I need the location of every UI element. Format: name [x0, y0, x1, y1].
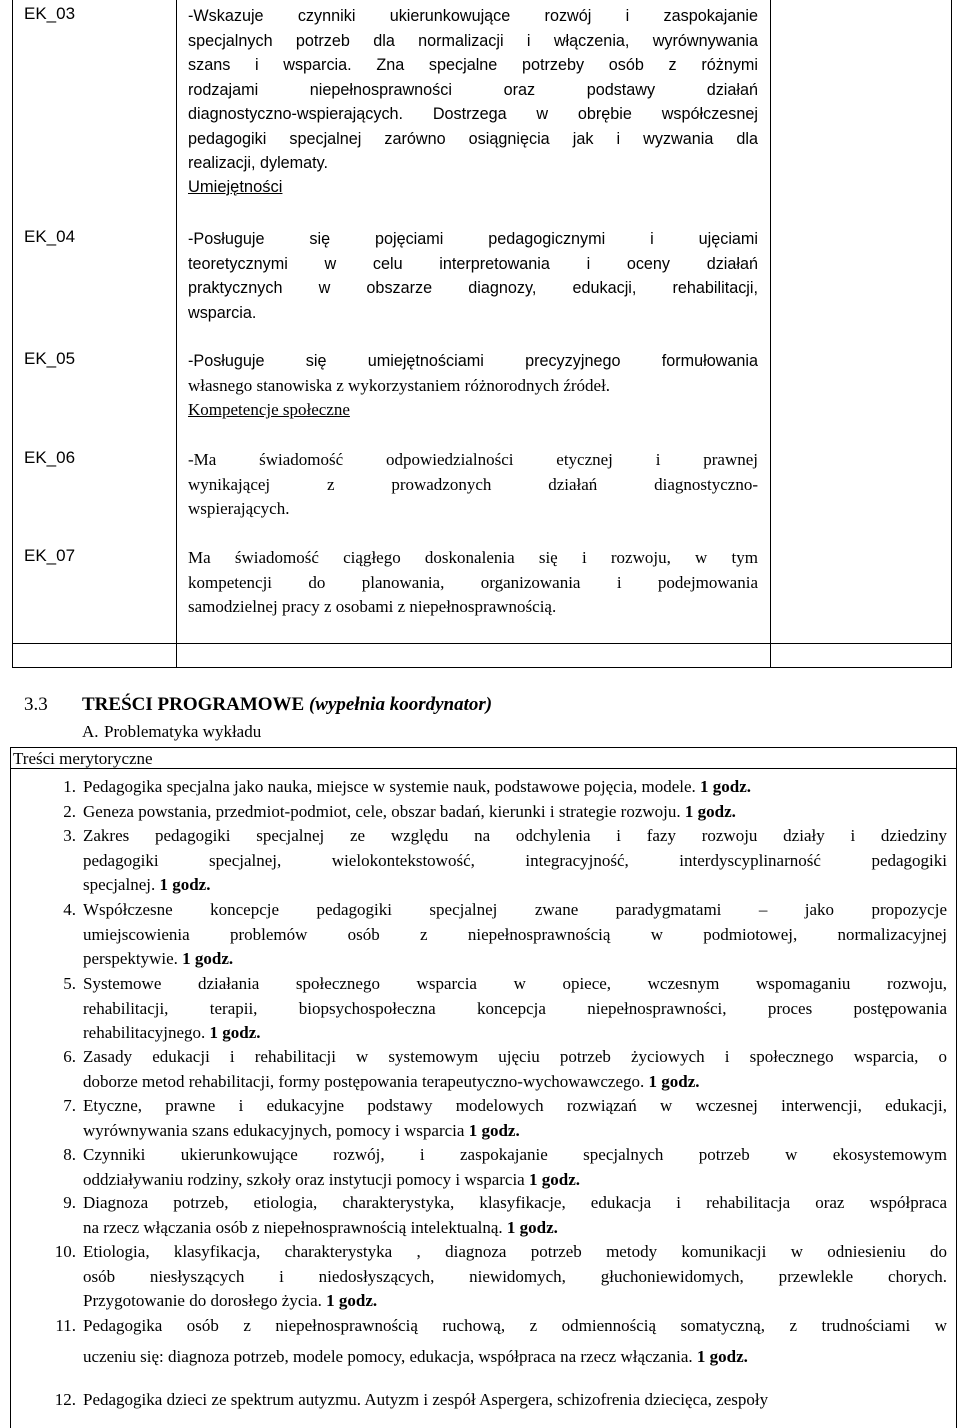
subsection-title: Problematyka wykładu	[104, 722, 262, 741]
list-item-hours: 1 godz.	[648, 1071, 700, 1091]
list-item-hours: 1 godz.	[182, 949, 234, 968]
table-row-divider	[12, 643, 952, 644]
list-item-text: rehabilitacji, terapii, biopsychospołeczna koncepcja niepełnosprawności, proces postępowania	[83, 998, 947, 1018]
outcome-text-ek03	[188, 4, 758, 176]
list-item-hours: 1 godz.	[468, 1120, 520, 1140]
list-item-text: doborze metod rehabilitacji, formy postępowania terapeutyczno-wychowawczego. 1 godz.	[83, 1071, 700, 1091]
list-item-text: Przygotowanie do dorosłego życia. 1 godz.	[83, 1291, 378, 1310]
list-item-text: Pedagogika dzieci ze spektrum autyzmu. Autyzm i zespół Aspergera, schizofrenia dziecięca, zespoły	[83, 1390, 769, 1409]
content-table	[10, 747, 957, 1428]
list-item-text: Etiologia, klasyfikacja, charakterystyka , diagnoza potrzeb metody komunikacji w odniesieniu do	[83, 1242, 947, 1261]
list-item-hours: 1 godz.	[209, 1023, 261, 1042]
text-line: praktycznych w obszarze diagnozy, edukacji, rehabilitacji,	[188, 279, 758, 297]
list-item-text: Zasady edukacji i rehabilitacji w systemowym ujęciu potrzeb życiowych i społecznego wsparcia, o	[83, 1047, 947, 1066]
list-item-number: 1.	[63, 777, 76, 796]
list-item-text: Geneza powstania, przedmiot-podmiot, cele, obszar badań, kierunki i strategie rozwoju. 1 godz.	[83, 802, 736, 821]
ek-code: EK_05	[24, 349, 76, 368]
list-item-number: 7.	[63, 1096, 76, 1115]
list-item-number: 11.	[55, 1316, 76, 1335]
learning-outcomes-table	[12, 0, 952, 668]
list-item-text: specjalnej. 1 godz.	[83, 875, 211, 894]
list-item-text: Współczesne koncepcje pedagogiki specjalnej zwane paradygmatami – jako propozycje	[83, 900, 947, 919]
text-line: samodzielnej pracy z osobami z niepełnosprawnością.	[188, 597, 557, 616]
section-number: 3.3	[24, 694, 48, 715]
list-item-text: osób niesłyszących i niedosłyszących, niewidomych, głuchoniewidomych, przewlekle chorych.	[83, 1266, 947, 1286]
list-item-text: umiejscowienia problemów osób z niepełnosprawnością w podmiotowej, normalizacyjnej	[83, 924, 947, 944]
text-line: pedagogiki specjalnej zarówno osiągnięcia jak i wyzwania dla	[188, 129, 758, 148]
list-item-text: Pedagogika specjalna jako nauka, miejsce w systemie nauk, podstawowe pojęcia, modele. 1 godz.	[83, 777, 752, 796]
list-item-hours: 1 godz.	[326, 1291, 378, 1310]
section-title-text: TREŚCI PROGRAMOWE	[82, 694, 305, 715]
list-item-hours: 1 godz.	[528, 1169, 580, 1189]
outcome-text-ek07	[188, 546, 758, 620]
ek-code: EK_04	[24, 227, 76, 246]
text-line: wynikającej z prowadzonych działań diagnostyczno-	[188, 474, 758, 494]
text-line: własnego stanowiska z wykorzystaniem różnorodnych źródeł.	[188, 375, 611, 395]
text-line: -Posługuje się umiejętnościami precyzyjnego formułowania	[188, 352, 758, 370]
text-line: specjalnych potrzeb dla normalizacji i włączenia, wyrównywania	[188, 31, 758, 50]
list-item-hours: 1 godz.	[159, 875, 211, 894]
text-line: -Wskazuje czynniki ukierunkowujące rozwój i zaspokajanie	[188, 7, 758, 25]
list-item-text: rehabilitacyjnego. 1 godz.	[83, 1023, 261, 1042]
text-line: wspierających.	[188, 499, 290, 518]
text-line: diagnostyczno-wspierających. Dostrzega w obrębie współczesnej	[188, 105, 758, 123]
outcome-text-ek05	[188, 349, 758, 398]
list-item-text: Diagnoza potrzeb, etiologia, charakterystyka, klasyfikacje, edukacja i rehabilitacja oraz współpraca	[83, 1193, 947, 1212]
section-heading-skills: Umiejętności	[188, 178, 283, 196]
text-line: realizacji, dylematy.	[188, 154, 329, 172]
list-item-number: 4.	[63, 900, 76, 919]
ek-code: EK_06	[24, 448, 76, 467]
list-item-hours: 1 godz.	[684, 802, 736, 821]
list-item-number: 2.	[63, 802, 76, 821]
list-item-number: 3.	[63, 826, 76, 845]
list-item-number: 12.	[54, 1390, 76, 1409]
list-item-text: Czynniki ukierunkowujące rozwój, i zaspokajanie specjalnych potrzeb w ekosystemowym	[83, 1145, 947, 1164]
table-border-right	[951, 0, 952, 668]
list-item-number: 5.	[63, 974, 76, 993]
table-column-divider	[770, 0, 771, 668]
list-item-text: Pedagogika osób z niepełnosprawnością ruchową, z odmiennością somatyczną, z trudnościami w	[83, 1316, 947, 1335]
text-line: -Ma świadomość odpowiedzialności etycznej i prawnej	[188, 450, 758, 469]
text-line: wsparcia.	[188, 303, 257, 322]
list-item-text: uczeniu się: diagnoza potrzeb, modele pomocy, edukacja, współpraca na rzecz włączania. 1 godz.	[83, 1347, 748, 1366]
list-item-text: Etyczne, prawne i edukacyjne podstawy modelowych rozwiązań w wczesnej interwencji, edukacji,	[83, 1096, 947, 1115]
list-item-text: na rzecz włączania osób z niepełnosprawnością intelektualną. 1 godz.	[83, 1217, 558, 1237]
text-line: teoretycznymi w celu interpretowania i oceny działań	[188, 254, 758, 273]
text-line: szans i wsparcia. Zna specjalne potrzeby osób z różnymi	[188, 56, 758, 74]
list-item-text: Systemowe działania społecznego wsparcia w opiece, wczesnym wspomaganiu rozwoju,	[83, 974, 947, 993]
list-item-text: Zakres pedagogiki specjalnej ze względu na odchylenia i fazy rozwoju działy i dziedziny	[83, 826, 947, 845]
table-border-bottom	[12, 667, 952, 668]
list-item-hours: 1 godz.	[506, 1217, 558, 1237]
section-title-note: (wypełnia koordynator)	[308, 694, 493, 715]
subsection-heading	[82, 722, 261, 742]
text-line: kompetencji do planowania, organizowania i podejmowania	[188, 572, 758, 592]
table-column-divider	[176, 0, 177, 668]
list-item-text: perspektywie. 1 godz.	[83, 949, 234, 968]
list-item-text: wyrównywania szans edukacyjnych, pomocy i wsparcia 1 godz.	[83, 1120, 520, 1140]
section-title	[82, 694, 492, 716]
ek-code: EK_03	[24, 4, 76, 23]
section-heading-social: Kompetencje społeczne	[188, 400, 350, 419]
content-table-header	[11, 748, 956, 769]
text-line: rodzajami niepełnosprawności oraz podstawy działań	[188, 80, 758, 99]
table-border-left	[12, 0, 13, 668]
outcome-text-ek06	[188, 448, 758, 522]
list-item-number: 9.	[63, 1193, 76, 1212]
list-item-hours: 1 godz.	[700, 777, 752, 796]
list-item-number: 8.	[63, 1145, 76, 1164]
outcome-text-ek04	[188, 227, 758, 325]
list-item-number: 6.	[63, 1047, 76, 1066]
text-line: Ma świadomość ciągłego doskonalenia się i rozwoju, w tym	[188, 548, 758, 567]
subsection-letter: A.	[82, 722, 99, 741]
ek-code: EK_07	[24, 546, 76, 565]
list-item-text: pedagogiki specjalnej, wielokontekstowość, integracyjność, interdyscyplinarność pedagogiki	[83, 850, 947, 870]
list-item-text: oddziaływaniu rodziny, szkoły oraz instytucji pomocy i wsparcia 1 godz.	[83, 1169, 580, 1189]
content-header-label: Treści merytoryczne	[13, 749, 153, 768]
list-item-number: 10.	[54, 1242, 76, 1261]
list-item-hours: 1 godz.	[696, 1347, 748, 1366]
text-line: -Posługuje się pojęciami pedagogicznymi i ujęciami	[188, 230, 758, 248]
